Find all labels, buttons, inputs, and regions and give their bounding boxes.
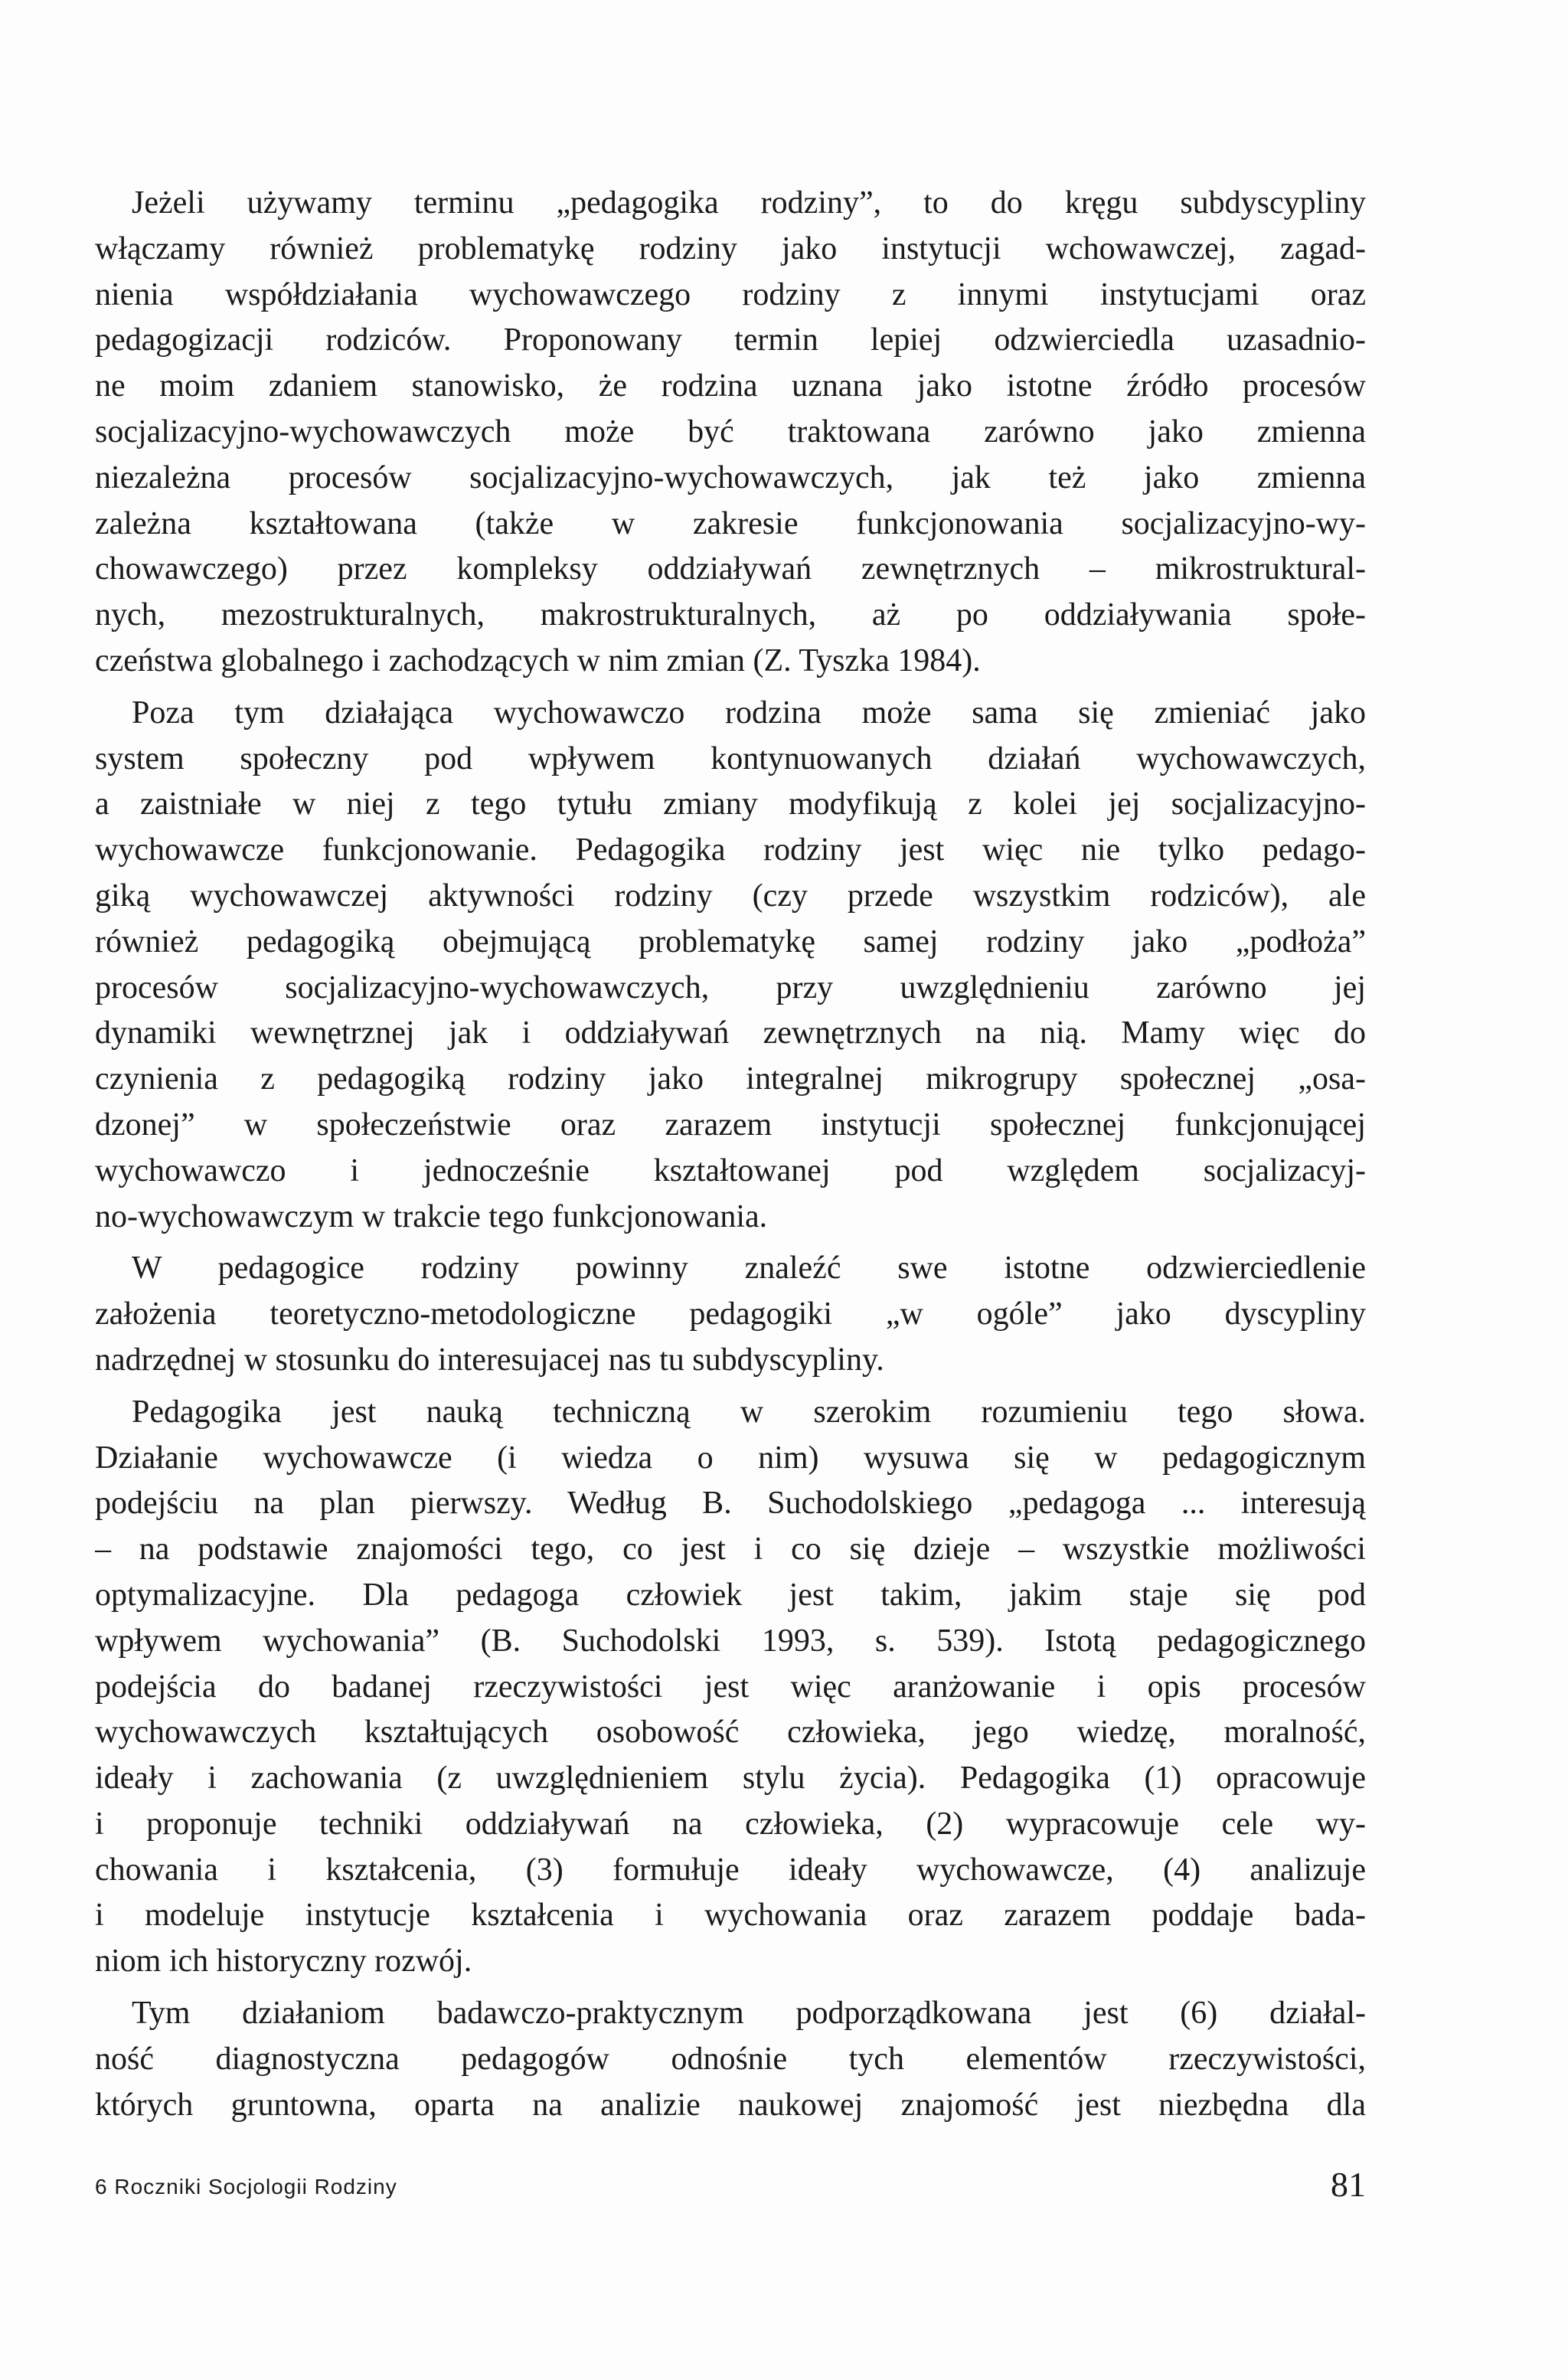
text-line: Jeżeli używamy terminu „pedagogika rodziny”, to do kręgu subdyscypliny — [132, 185, 1366, 221]
text-line: wychowawczych kształtujących osobowość człowieka, jego wiedzę, moralność, — [95, 1715, 1366, 1751]
text-line: giką wychowawczej aktywności rodziny (czy przede wszystkim rodziców), ale — [95, 878, 1366, 914]
paragraph — [95, 1246, 1366, 1383]
text-line: optymalizacyjne. Dla pedagoga człowiek jest takim, jakim staje się pod — [95, 1577, 1366, 1613]
text-line: wpływem wychowania” (B. Suchodolski 1993, s. 539). Istotą pedagogicznego — [95, 1623, 1366, 1659]
text-line: podejściu na plan pierwszy. Według B. Suchodolskiego „pedagoga ... interesują — [95, 1486, 1366, 1522]
text-line: Poza tym działająca wychowawczo rodzina może sama się zmieniać jako — [132, 695, 1366, 731]
text-line: dynamiki wewnętrznej jak i oddziaływań zewnętrznych na nią. Mamy więc do — [95, 1015, 1366, 1051]
text-line: a zaistniałe w niej z tego tytułu zmiany modyfikują z kolei jej socjalizacyjno- — [95, 786, 1366, 822]
text-line: Tym działaniom badawczo-praktycznym podporządkowana jest (6) działal- — [132, 1996, 1366, 2032]
text-line: system społeczny pod wpływem kontynuowanych działań wychowawczych, — [95, 740, 1366, 776]
text-line: ne moim zdaniem stanowisko, że rodzina uznana jako istotne źródło procesów — [95, 368, 1366, 404]
text-line: czynienia z pedagogiką rodziny jako integralnej mikrogrupy społecznej „osa- — [95, 1061, 1366, 1097]
text-line: zależna kształtowana (także w zakresie funkcjonowania socjalizacyjno-wy- — [95, 505, 1366, 541]
text-line: nych, mezostrukturalnych, makrostrukturalnych, aż po oddziaływania społe- — [95, 597, 1366, 633]
paragraph-gap — [95, 1384, 1366, 1390]
paragraph-gap — [95, 1985, 1366, 1991]
paragraph-gap — [95, 685, 1366, 691]
paragraph — [95, 1390, 1366, 1985]
text-line: wychowawcze funkcjonowanie. Pedagogika rodziny jest więc nie tylko pedago- — [95, 832, 1366, 868]
text-line: niom ich historyczny rozwój. — [95, 1944, 472, 1980]
text-line: no-wychowawczym w trakcie tego funkcjonowania. — [95, 1198, 768, 1234]
text-line: włączamy również problematykę rodziny jako instytucji wchowawczej, zagad- — [95, 230, 1366, 266]
text-line: wychowawczo i jednocześnie kształtowanej pod względem socjalizacyj- — [95, 1152, 1366, 1188]
text-line: niezależna procesów socjalizacyjno-wychowawczych, jak też jako zmienna — [95, 459, 1366, 495]
text-line: również pedagogiką obejmującą problematykę samej rodziny jako „podłoża” — [95, 924, 1366, 960]
paragraph — [95, 691, 1366, 1241]
text-line: chowawczego) przez kompleksy oddziaływań zewnętrznych – mikrostruktural- — [95, 551, 1366, 587]
text-line: chowania i kształcenia, (3) formułuje ideały wychowawcze, (4) analizuje — [95, 1852, 1366, 1888]
text-line: nienia współdziałania wychowawczego rodziny z innymi instytucjami oraz — [95, 276, 1366, 312]
text-line: założenia teoretyczno-metodologiczne pedagogiki „w ogóle” jako dyscypliny — [95, 1296, 1366, 1332]
text-line: i proponuje techniki oddziaływań na człowieka, (2) wypracowuje cele wy- — [95, 1806, 1366, 1842]
text-line: czeństwa globalnego i zachodzących w nim zmian (Z. Tyszka 1984). — [95, 642, 981, 678]
text-line: i modeluje instytucje kształcenia i wychowania oraz zarazem poddaje bada- — [95, 1898, 1366, 1934]
text-line: Działanie wychowawcze (i wiedza o nim) wysuwa się w pedagogicznym — [95, 1440, 1366, 1476]
footer-journal-name: 6 Roczniki Socjologii Rodziny — [95, 2175, 397, 2199]
text-line: podejścia do badanej rzeczywistości jest więc aranżowanie i opis procesów — [95, 1669, 1366, 1705]
paragraph-gap — [95, 1240, 1366, 1246]
text-line: dzonej” w społeczeństwie oraz zarazem instytucji społecznej funkcjonującej — [95, 1107, 1366, 1143]
paragraph — [95, 181, 1366, 685]
text-line: – na podstawie znajomości tego, co jest i co się dzieje – wszystkie możliwości — [95, 1532, 1366, 1568]
page-number: 81 — [1331, 2165, 1366, 2204]
text-line: nadrzędnej w stosunku do interesujacej nas tu subdyscypliny. — [95, 1342, 884, 1378]
text-line: Pedagogika jest nauką techniczną w szerokim rozumieniu tego słowa. — [132, 1394, 1366, 1430]
text-line: socjalizacyjno-wychowawczych może być traktowana zarówno jako zmienna — [95, 414, 1366, 450]
text-line: procesów socjalizacyjno-wychowawczych, przy uwzględnieniu zarówno jej — [95, 969, 1366, 1005]
text-line: ność diagnostyczna pedagogów odnośnie tych elementów rzeczywistości, — [95, 2041, 1366, 2077]
text-line: których gruntowna, oparta na analizie naukowej znajomość jest niezbędna dla — [95, 2087, 1366, 2123]
text-line: pedagogizacji rodziców. Proponowany termin lepiej odzwierciedla uzasadnio- — [95, 322, 1366, 358]
text-line: ideały i zachowania (z uwzględnieniem stylu życia). Pedagogika (1) opracowuje — [95, 1760, 1366, 1796]
text-line: W pedagogice rodziny powinny znaleźć swe istotne odzwierciedlenie — [132, 1250, 1366, 1286]
paragraph — [95, 1991, 1366, 2128]
body-text — [95, 181, 1366, 2128]
